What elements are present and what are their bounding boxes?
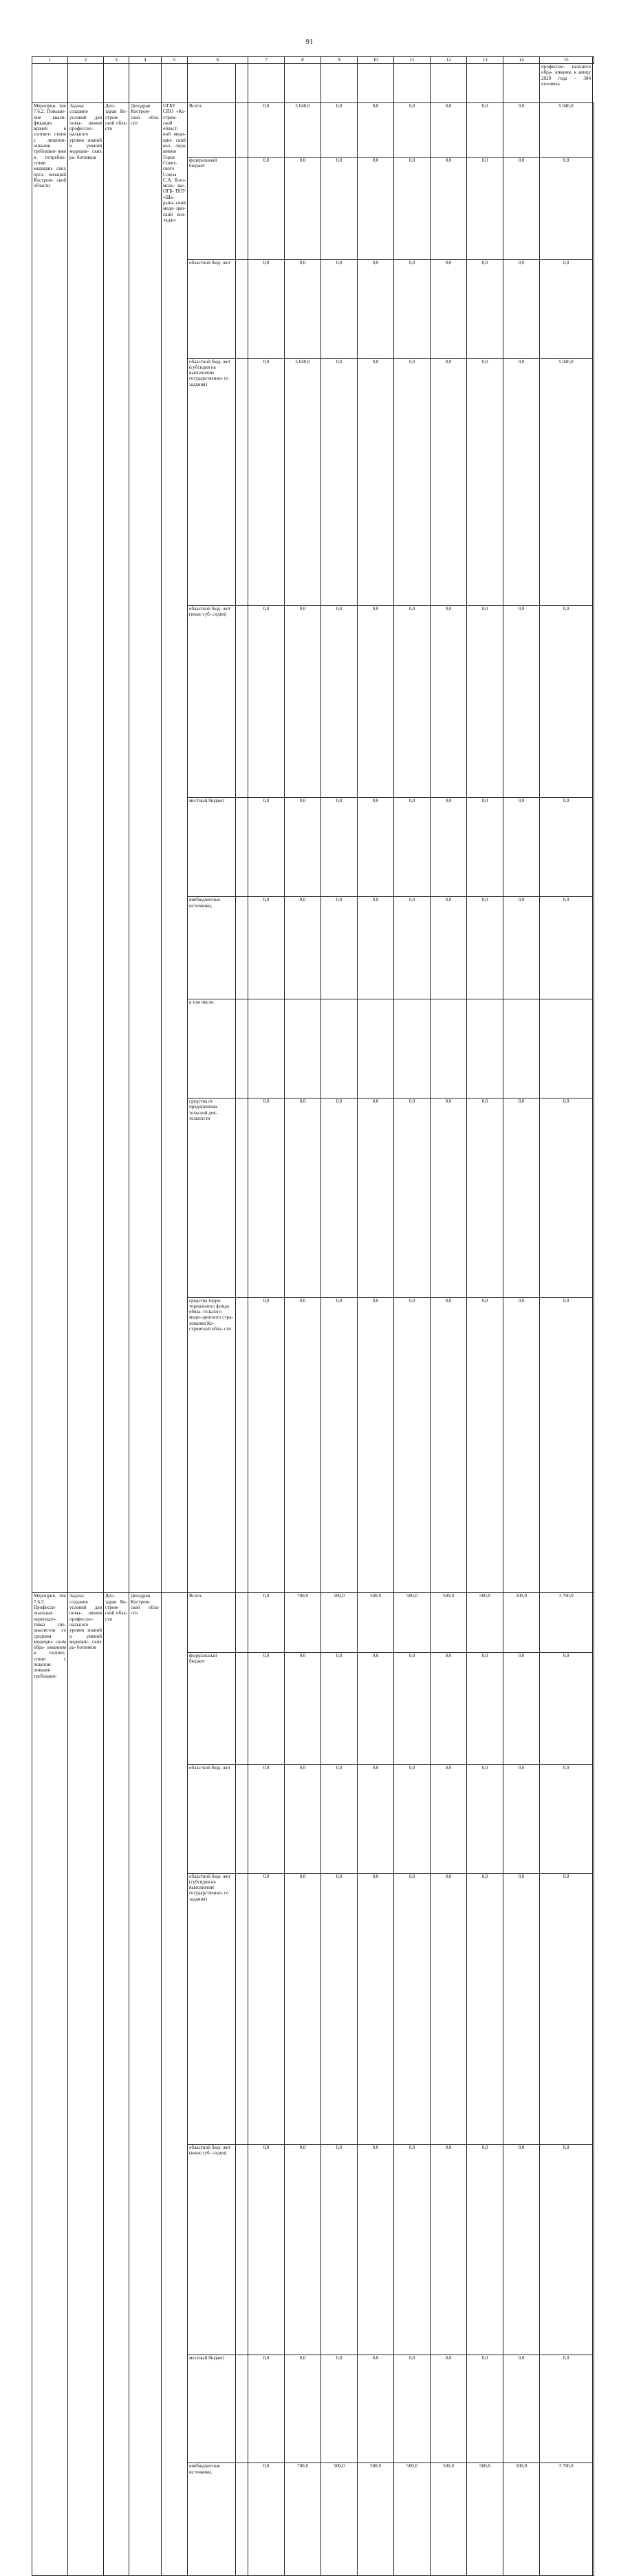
amount-cell: 0,0: [321, 1098, 358, 1297]
amount-cell: 0,0: [540, 259, 593, 358]
amount-cell: 0,0: [358, 103, 394, 158]
amount-cell: 0,0: [321, 103, 358, 158]
amount-cell: 0,0: [248, 798, 285, 897]
blank-cell: [236, 1297, 248, 1593]
amount-cell: 500,0: [503, 1593, 540, 1652]
amount-cell: 0,0: [321, 897, 358, 999]
funding-source: областной бюд- жет: [188, 259, 236, 358]
amount-cell: [394, 999, 431, 1098]
amount-cell: 0,0: [431, 1098, 467, 1297]
amount-cell: 0,0: [321, 1764, 358, 1873]
amount-cell: 500,0: [431, 1593, 467, 1652]
funding-source: местный бюджет: [188, 2355, 236, 2463]
amount-cell: 0,0: [431, 1297, 467, 1593]
amount-cell: 0,0: [358, 798, 394, 897]
amount-cell: 500,0: [358, 2463, 394, 2575]
amount-cell: 500,0: [431, 2463, 467, 2575]
measure-cell: Мероприя- тие 7.6.3. Професси- ональная переподго- товка спе- циалистов со средним медицин- ским обра- зованием в соответ- ствии с лицензи- онными требовани-: [32, 1593, 68, 2575]
amount-cell: 0,0: [285, 1652, 321, 1764]
amount-cell: 0,0: [248, 1652, 285, 1764]
coexecutor-cell: Депздрав Костром- ской обла- сти: [129, 1593, 162, 2575]
amount-cell: 0,0: [431, 358, 467, 606]
funding-source: областной бюд- жет (субсидия на выполнение государственно- го задания): [188, 358, 236, 606]
blank-cell: [236, 1593, 248, 1652]
column-header: 8: [285, 57, 321, 64]
funding-source: федеральный бюджет: [188, 1652, 236, 1764]
amount-cell: 0,0: [285, 1098, 321, 1297]
carry-over-result: профессио- нального обра- зования, к концу 2020 года – 304 человека: [540, 64, 593, 103]
amount-cell: 0,0: [248, 259, 285, 358]
amount-cell: 500,0: [321, 1593, 358, 1652]
amount-cell: [285, 999, 321, 1098]
funding-source: областной бюд- жет: [188, 1764, 236, 1873]
amount-cell: 0,0: [467, 259, 503, 358]
amount-cell: 0,0: [467, 358, 503, 606]
amount-cell: 0,0: [394, 358, 431, 606]
amount-cell: 0,0: [503, 1873, 540, 2144]
column-number-row: [32, 57, 594, 64]
blank-cell: [236, 897, 248, 999]
amount-cell: 0,0: [285, 259, 321, 358]
amount-cell: 0,0: [285, 2144, 321, 2355]
column-header: 10: [358, 57, 394, 64]
amount-cell: 0,0: [431, 798, 467, 897]
column-header: 6: [188, 57, 248, 64]
amount-cell: 3 700,0: [540, 2463, 593, 2575]
amount-cell: 0,0: [431, 897, 467, 999]
funding-source: местный бюджет: [188, 798, 236, 897]
amount-cell: 0,0: [358, 1873, 394, 2144]
amount-cell: 0,0: [503, 358, 540, 606]
funding-source: федеральный бюджет: [188, 157, 236, 259]
amount-cell: 0,0: [394, 2144, 431, 2355]
blank-cell: [236, 2463, 248, 2575]
column-header: 7: [248, 57, 285, 64]
amount-cell: 0,0: [467, 1873, 503, 2144]
measure-cell: Мероприя- тие 7.6.2. Повыше- ние квали- фикации врачей в соответ- ствии с лицензи- онными требовани- ями и потребно- стями медицин- ских орга- низаций Костром- ской области: [32, 103, 68, 1593]
amount-cell: 0,0: [540, 1873, 593, 2144]
amount-cell: 0,0: [503, 259, 540, 358]
amount-cell: 0,0: [248, 2355, 285, 2463]
amount-cell: 0,0: [358, 358, 394, 606]
blank-cell: [236, 259, 248, 358]
executor-cell: [162, 1593, 188, 2575]
funding-source: Всего:: [188, 103, 236, 158]
amount-cell: 0,0: [467, 103, 503, 158]
blank-cell: [236, 798, 248, 897]
task-cell: Задача: создание условий для повы- шения профессио- нального уровня знаний и умений медицин- ских ра- ботников: [68, 103, 104, 1593]
amount-cell: 0,0: [285, 1873, 321, 2144]
amount-cell: 0,0: [467, 897, 503, 999]
column-header: 3: [104, 57, 129, 64]
amount-cell: 0,0: [321, 2355, 358, 2463]
amount-cell: 0,0: [540, 606, 593, 798]
amount-cell: 0,0: [503, 1098, 540, 1297]
amount-cell: 0,0: [503, 103, 540, 158]
amount-cell: 0,0: [248, 1297, 285, 1593]
blank-cell: [236, 1098, 248, 1297]
amount-cell: 0,0: [540, 1764, 593, 1873]
executor-cell: ОГБУ СПО «Ко- стром- ской област- ной меди- цин- ский кол- ледж имени Героя Совет- ского Союза С.А. Бого- моло- ва», ОГБ- ПОУ «Ша- рьин- ский меди- цин- ский кол- ледж»: [162, 103, 188, 1593]
page-number: 91: [305, 38, 314, 46]
amount-cell: 0,0: [248, 103, 285, 158]
amount-cell: 0,0: [540, 1098, 593, 1297]
blank-cell: [236, 358, 248, 606]
column-header: 14: [503, 57, 540, 64]
amount-cell: 0,0: [285, 798, 321, 897]
amount-cell: [431, 999, 467, 1098]
amount-cell: 0,0: [467, 798, 503, 897]
amount-cell: 0,0: [467, 1297, 503, 1593]
amount-cell: 0,0: [467, 157, 503, 259]
amount-cell: 0,0: [431, 1652, 467, 1764]
amount-cell: 0,0: [394, 606, 431, 798]
column-header: [593, 57, 594, 64]
amount-cell: 700,0: [285, 1593, 321, 1652]
amount-cell: 0,0: [321, 1297, 358, 1593]
amount-cell: 5 040,0: [540, 358, 593, 606]
amount-cell: 0,0: [358, 157, 394, 259]
amount-cell: 500,0: [467, 2463, 503, 2575]
responsible-cell: Деп- здрав Ко- стром- ской обла- сти: [104, 1593, 129, 2575]
amount-cell: 0,0: [431, 2144, 467, 2355]
amount-cell: 0,0: [358, 1297, 394, 1593]
amount-cell: 0,0: [394, 1297, 431, 1593]
blank-cell: [236, 1764, 248, 1873]
amount-cell: 0,0: [394, 259, 431, 358]
amount-cell: 0,0: [321, 798, 358, 897]
table-row: [32, 1593, 594, 1652]
blank-cell: [236, 2144, 248, 2355]
column-header: 5: [162, 57, 188, 64]
amount-cell: 0,0: [248, 897, 285, 999]
amount-cell: 0,0: [321, 2144, 358, 2355]
amount-cell: 0,0: [503, 157, 540, 259]
amount-cell: 0,0: [503, 1297, 540, 1593]
amount-cell: 0,0: [394, 1098, 431, 1297]
amount-cell: 0,0: [321, 606, 358, 798]
amount-cell: 500,0: [394, 2463, 431, 2575]
amount-cell: 0,0: [503, 2355, 540, 2463]
amount-cell: 5 040,0: [285, 358, 321, 606]
amount-cell: 0,0: [285, 157, 321, 259]
amount-cell: 0,0: [503, 2144, 540, 2355]
funding-source: средства от предпринима- тельской дея- тельности: [188, 1098, 236, 1297]
amount-cell: 3 700,0: [540, 1593, 593, 1652]
amount-cell: 0,0: [394, 1873, 431, 2144]
amount-cell: 0,0: [431, 606, 467, 798]
budget-table: [32, 56, 594, 2576]
amount-cell: 0,0: [540, 897, 593, 999]
amount-cell: 0,0: [394, 2355, 431, 2463]
amount-cell: 0,0: [431, 2355, 467, 2463]
amount-cell: 0,0: [358, 606, 394, 798]
amount-cell: 0,0: [540, 157, 593, 259]
result-cell: [593, 103, 594, 1593]
carry-over-row: [32, 64, 594, 103]
amount-cell: 500,0: [321, 2463, 358, 2575]
responsible-cell: Деп- здрав Ко- стром- ской обла- сти: [104, 103, 129, 1593]
blank-cell: [236, 1873, 248, 2144]
amount-cell: 0,0: [467, 2355, 503, 2463]
amount-cell: 0,0: [248, 1764, 285, 1873]
amount-cell: 0,0: [431, 1873, 467, 2144]
blank-cell: [236, 606, 248, 798]
amount-cell: 0,0: [394, 897, 431, 999]
blank-cell: [236, 999, 248, 1098]
amount-cell: 0,0: [431, 157, 467, 259]
amount-cell: 0,0: [467, 1098, 503, 1297]
amount-cell: 0,0: [321, 157, 358, 259]
amount-cell: 0,0: [321, 259, 358, 358]
funding-source: областной бюд- жет (иные суб- сидии): [188, 606, 236, 798]
column-header: 4: [129, 57, 162, 64]
amount-cell: 700,0: [285, 2463, 321, 2575]
amount-cell: 0,0: [358, 2144, 394, 2355]
amount-cell: 0,0: [503, 606, 540, 798]
amount-cell: 0,0: [431, 103, 467, 158]
amount-cell: 0,0: [321, 1873, 358, 2144]
amount-cell: 0,0: [248, 2144, 285, 2355]
amount-cell: 0,0: [394, 798, 431, 897]
amount-cell: 0,0: [321, 1652, 358, 1764]
amount-cell: 0,0: [394, 157, 431, 259]
amount-cell: 0,0: [321, 358, 358, 606]
amount-cell: 0,0: [540, 2144, 593, 2355]
funding-source: областной бюд- жет (иные суб- сидии): [188, 2144, 236, 2355]
amount-cell: 0,0: [358, 1764, 394, 1873]
amount-cell: 0,0: [467, 1652, 503, 1764]
funding-source: средства терри- ториального фонда обяза- тельного меди- цинского стра- хования Ко- стромской обла- сти: [188, 1297, 236, 1593]
amount-cell: 0,0: [540, 1652, 593, 1764]
funding-source: Всего:: [188, 1593, 236, 1652]
amount-cell: 0,0: [248, 358, 285, 606]
amount-cell: 0,0: [467, 2144, 503, 2355]
amount-cell: [358, 999, 394, 1098]
amount-cell: 0,0: [248, 606, 285, 798]
amount-cell: [503, 999, 540, 1098]
amount-cell: 500,0: [503, 2463, 540, 2575]
coexecutor-cell: Депздрав Костром- ской обла- сти: [129, 103, 162, 1593]
column-header: 9: [321, 57, 358, 64]
amount-cell: 0,0: [248, 2463, 285, 2575]
amount-cell: 0,0: [467, 1764, 503, 1873]
blank-cell: [236, 157, 248, 259]
amount-cell: [467, 999, 503, 1098]
amount-cell: 0,0: [248, 1593, 285, 1652]
amount-cell: 0,0: [540, 2355, 593, 2463]
funding-source: в том числе:: [188, 999, 236, 1098]
blank-cell: [236, 1652, 248, 1764]
amount-cell: 0,0: [248, 1098, 285, 1297]
amount-cell: 0,0: [540, 1297, 593, 1593]
amount-cell: [540, 999, 593, 1098]
amount-cell: 0,0: [503, 1652, 540, 1764]
amount-cell: 0,0: [431, 259, 467, 358]
amount-cell: 0,0: [503, 798, 540, 897]
column-header: 13: [467, 57, 503, 64]
amount-cell: 0,0: [285, 2355, 321, 2463]
funding-source: областной бюд- жет (субсидия на выполнение государственно- го задания): [188, 1873, 236, 2144]
column-header: 11: [394, 57, 431, 64]
amount-cell: 0,0: [358, 1098, 394, 1297]
amount-cell: [321, 999, 358, 1098]
amount-cell: 0,0: [503, 897, 540, 999]
column-header: 15: [540, 57, 593, 64]
funding-source: внебюджетные источники,: [188, 2463, 236, 2575]
blank-cell: [236, 103, 248, 158]
amount-cell: 0,0: [394, 103, 431, 158]
amount-cell: 0,0: [248, 157, 285, 259]
table-row: [32, 103, 594, 158]
amount-cell: 500,0: [394, 1593, 431, 1652]
amount-cell: 0,0: [467, 606, 503, 798]
amount-cell: 0,0: [358, 1652, 394, 1764]
amount-cell: 0,0: [285, 1764, 321, 1873]
amount-cell: 5 040,0: [540, 103, 593, 158]
column-header: 2: [68, 57, 104, 64]
amount-cell: 0,0: [358, 2355, 394, 2463]
amount-cell: 0,0: [248, 1873, 285, 2144]
amount-cell: 0,0: [358, 259, 394, 358]
amount-cell: 0,0: [503, 1764, 540, 1873]
column-header: 1: [32, 57, 68, 64]
amount-cell: 500,0: [358, 1593, 394, 1652]
amount-cell: 0,0: [540, 798, 593, 897]
blank-cell: [236, 2355, 248, 2463]
amount-cell: 0,0: [285, 897, 321, 999]
result-cell: [593, 1593, 594, 2575]
amount-cell: 5 040,0: [285, 103, 321, 158]
column-header: 12: [431, 57, 467, 64]
amount-cell: 500,0: [467, 1593, 503, 1652]
amount-cell: [248, 999, 285, 1098]
amount-cell: 0,0: [431, 1764, 467, 1873]
funding-source: внебюджетные источники,: [188, 897, 236, 999]
amount-cell: 0,0: [358, 897, 394, 999]
task-cell: Задача: создание условий для повы- шения профессио- нального уровня знаний и умений медицин- ских ра- ботников: [68, 1593, 104, 2575]
amount-cell: 0,0: [394, 1764, 431, 1873]
amount-cell: 0,0: [285, 1297, 321, 1593]
amount-cell: 0,0: [394, 1652, 431, 1764]
amount-cell: 0,0: [285, 606, 321, 798]
